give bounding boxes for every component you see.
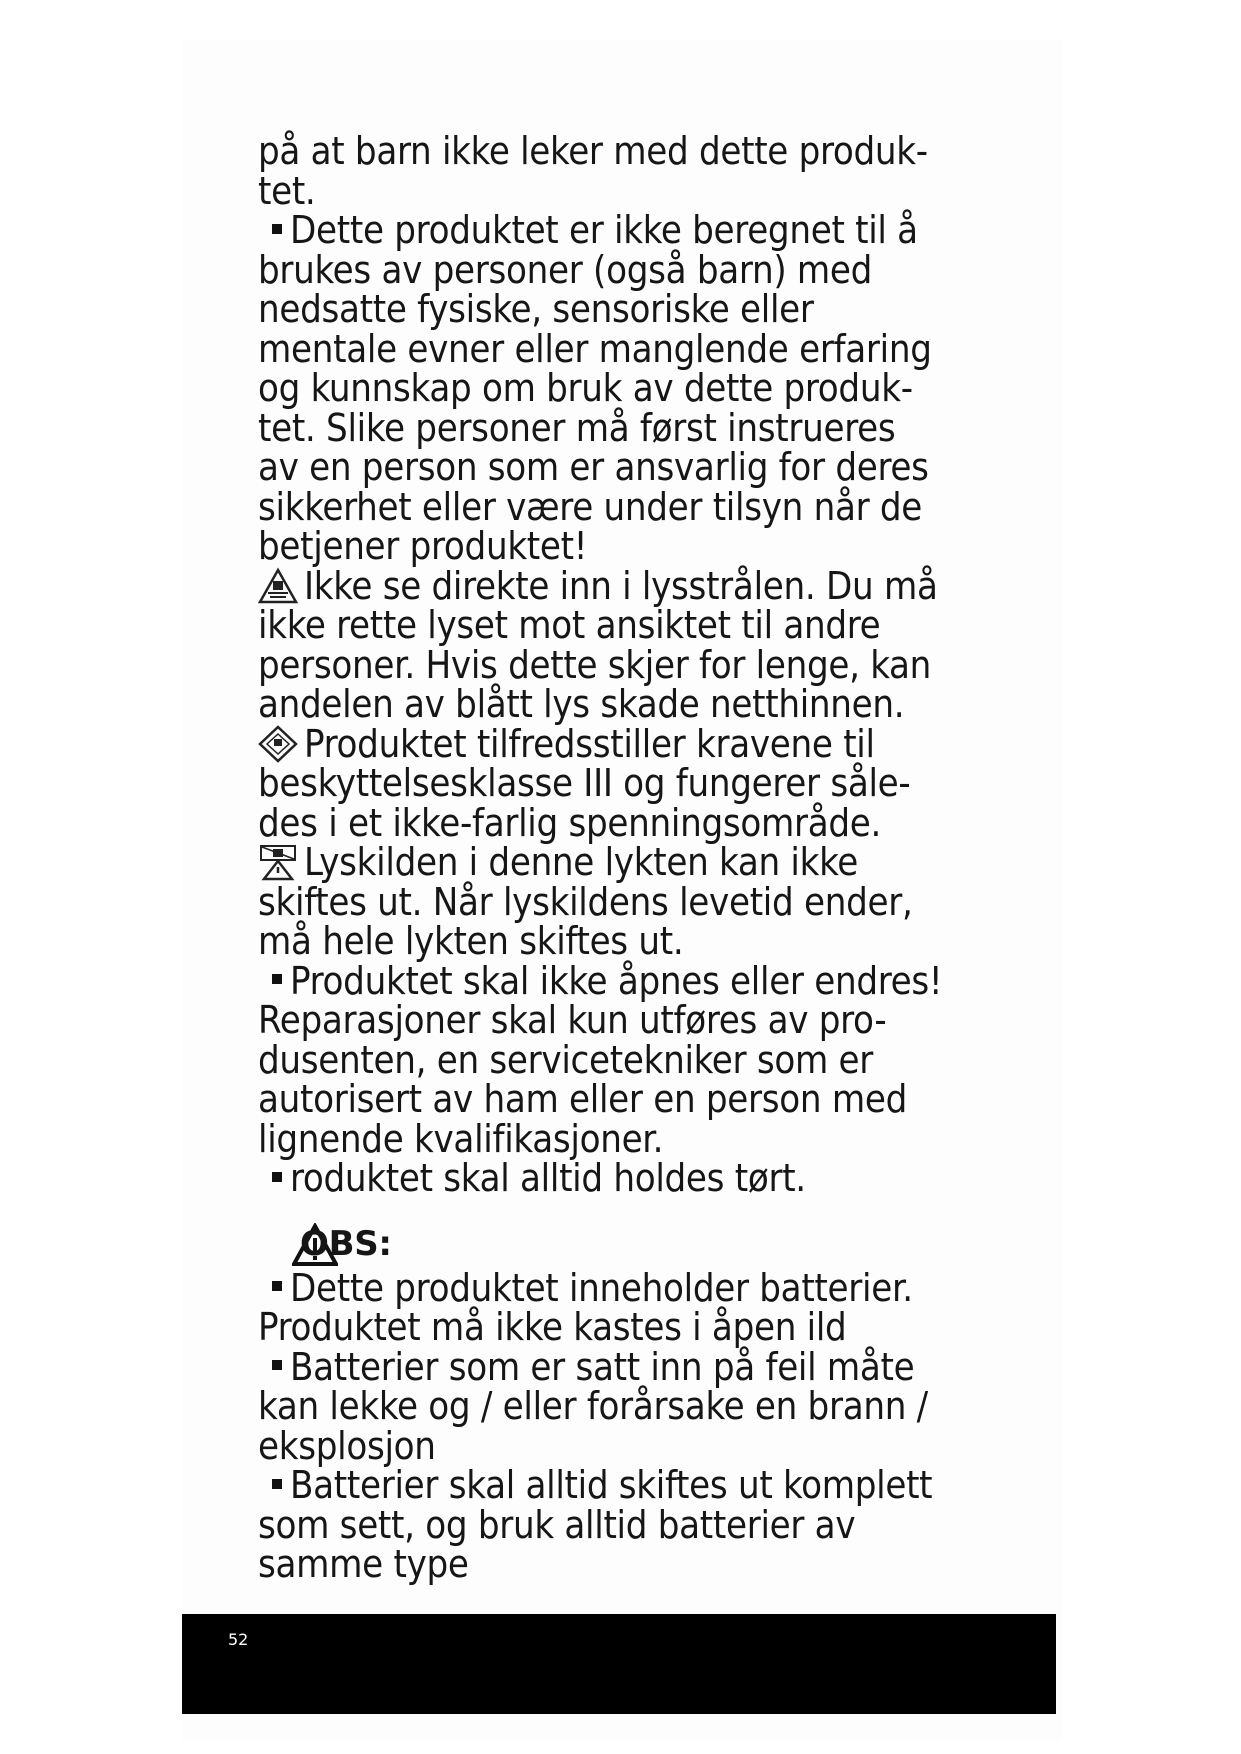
warning-light-icon xyxy=(258,567,298,605)
paragraph-intended-use xyxy=(258,208,1018,568)
paragraph-light-source xyxy=(258,840,1018,963)
page-footer xyxy=(182,1614,1056,1714)
paragraph-keep-dry-text: roduktet skal alltid holdes tørt. xyxy=(290,1156,806,1200)
protection-class-icon xyxy=(258,725,298,763)
paragraph-protection-class xyxy=(258,721,1018,845)
paragraph-battery-replace-text: Batterier skal alltid skiftes ut komplett som sett, og bruk alltid batterier av samme type xyxy=(258,1463,933,1586)
bullet-square-icon xyxy=(272,1360,282,1370)
paragraph-do-not-open-text: Produktet skal ikke åpnes eller endres! Reparasjoner skal kun utføres av pro- dusenten, en servicetekniker som er autorisert av ham eller en person med lignende kvalifikasjoner. xyxy=(258,958,943,1161)
obs-label: OBS: xyxy=(300,1223,392,1264)
paragraph-light-warning-text: Ikke se direkte inn i lysstrålen. Du må ikke rette lyset mot ansiktet til andre personer. Hvis dette skjer for lenge, kan andelen av blått lys skade netthinnen. xyxy=(258,563,938,726)
paragraph-child-safety: på at barn ikke leker med dette produk- tet. xyxy=(258,129,928,213)
non-replaceable-lamp-icon xyxy=(258,843,298,881)
bullet-square-icon xyxy=(272,224,282,234)
bullet-square-icon xyxy=(272,1281,282,1291)
manual-text xyxy=(258,129,1018,1586)
obs-heading xyxy=(258,1221,1018,1267)
paragraph-intended-use-text: Dette produktet er ikke beregnet til å brukes av personer (også barn) med nedsatte fysiske, sensoriske eller mentale evner eller manglende erfaring og kunnskap om bruk av dette produk- tet. Slike personer må først instrueres av en person som er ansvarlig for deres sikkerhet eller være under tilsyn når de betjener produktet! xyxy=(258,208,932,568)
paragraph-do-not-open xyxy=(258,958,1018,1161)
paragraph-light-warning xyxy=(258,563,1018,726)
paragraph-battery-insertion xyxy=(258,1344,1018,1468)
bullet-square-icon xyxy=(272,1479,282,1489)
paragraph-battery-insertion-text: Batterier som er satt inn på feil måte kan lekke og / eller forårsake en brann / eksplosjon xyxy=(258,1344,928,1468)
bullet-square-icon xyxy=(272,974,282,984)
paragraph-contains-batteries-text: Dette produktet inneholder batterier. Produktet må ikke kastes i åpen ild xyxy=(258,1265,913,1349)
paragraph-keep-dry xyxy=(258,1156,1018,1200)
paragraph-protection-class-text: Produktet tilfredsstiller kravene til beskyttelsesklasse III og fungerer såle- des i et ikke-farlig spenningsområde. xyxy=(258,721,911,845)
paragraph-contains-batteries xyxy=(258,1265,1018,1349)
bullet-square-icon xyxy=(272,1172,282,1182)
paragraph-light-source-text: Lyskilden i denne lykten kan ikke skiftes ut. Når lyskildens levetid ender, må hele lykten skiftes ut. xyxy=(258,840,913,963)
paragraph-battery-replace xyxy=(258,1463,1018,1586)
page-number: 52 xyxy=(228,1630,249,1649)
